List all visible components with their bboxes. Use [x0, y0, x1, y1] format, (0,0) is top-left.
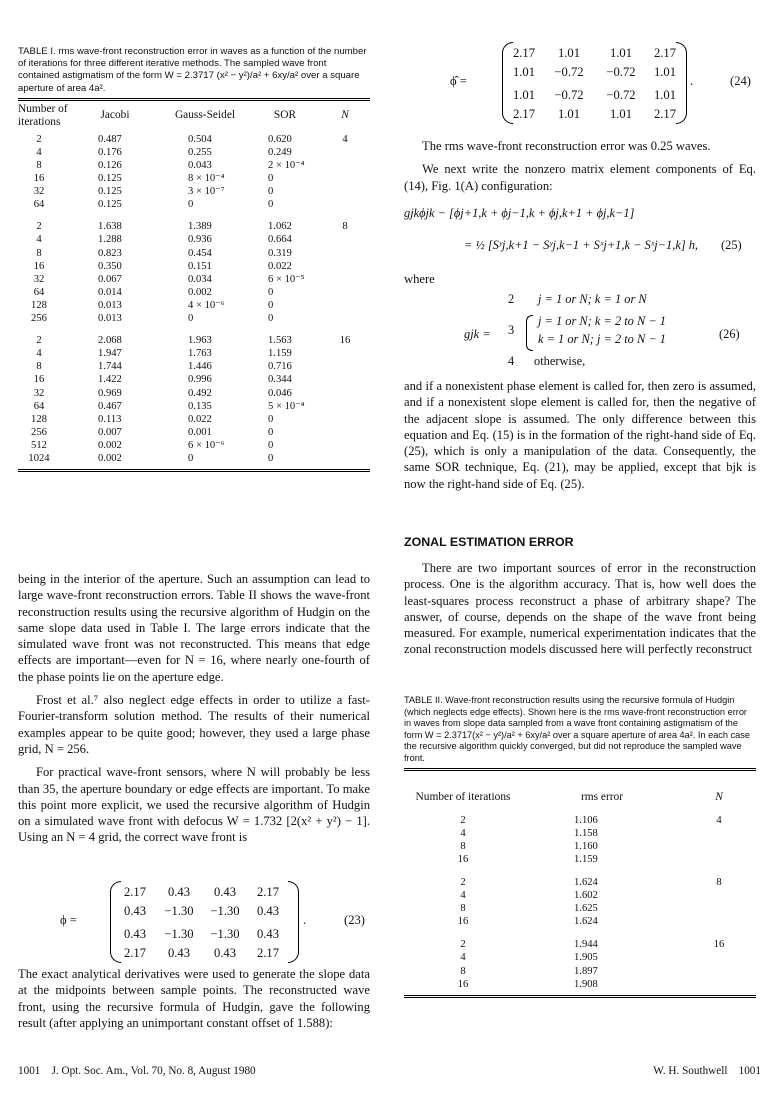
table-cell — [320, 273, 370, 286]
table-cell — [320, 286, 370, 299]
table-cell — [320, 426, 370, 439]
table-cell — [320, 247, 370, 260]
paragraph: The exact analytical derivatives were used to generate the slope data at the midpoints between sample points. The reconstructed wave front, using the recursive formula of Hudgin, gave the following result (after applying an unimportant constant offset of 1.588): — [18, 967, 370, 1030]
table-cell: 0.125 — [98, 199, 122, 211]
table-cell: 0.125 — [98, 173, 122, 185]
matrix-entry: −1.30 — [164, 904, 194, 918]
table-cell — [682, 902, 756, 915]
table-row — [18, 146, 370, 159]
table-cell: 0.001 — [188, 426, 212, 438]
equation-lhs: ϕ = — [60, 913, 77, 927]
table-cell: 0.034 — [188, 273, 212, 285]
equation-number: (25) — [721, 238, 742, 252]
matrix-entry: 2.17 — [512, 107, 536, 121]
matrix-entry: 0.43 — [213, 885, 237, 899]
table-cell: 0 — [268, 286, 274, 298]
table-row — [404, 978, 756, 991]
table-cell — [320, 233, 370, 246]
group-spacer — [18, 325, 370, 334]
matrix-entry: 0.43 — [213, 946, 237, 960]
footer-left: 1001 J. Opt. Soc. Am., Vol. 70, No. 8, August 1980 — [18, 1065, 256, 1077]
table-cell: 0.823 — [98, 247, 122, 259]
table-cell: 0 — [188, 452, 194, 464]
table-row — [404, 938, 756, 951]
table-row — [18, 133, 370, 146]
table-cell: 1.602 — [574, 890, 598, 902]
table-cell: 6 × 10⁻⁵ — [268, 273, 305, 285]
table-cell: 0.126 — [98, 160, 122, 171]
table-cell: 64 — [33, 286, 45, 298]
table-row — [18, 299, 370, 312]
table-cell — [682, 889, 756, 902]
table-cell: 8 — [716, 876, 722, 888]
right-paren — [676, 42, 687, 124]
left-body-text — [18, 571, 370, 853]
table-cell: 0.151 — [188, 260, 212, 272]
table-row — [18, 360, 370, 373]
table-cell: 64 — [33, 199, 45, 211]
column-header: SOR — [273, 109, 297, 122]
table-row — [404, 840, 756, 853]
case-value: 4 — [508, 354, 515, 368]
table-cell: 1.624 — [574, 916, 598, 928]
table-cell — [320, 387, 370, 400]
table-cell: 1.288 — [98, 234, 122, 246]
table-cell: 32 — [33, 273, 45, 285]
table-cell — [320, 146, 370, 159]
equation-number: (24) — [730, 74, 751, 88]
column-header: Number of iterations — [415, 790, 511, 803]
table-row — [404, 814, 756, 827]
right-body-text — [404, 138, 756, 201]
table-cell: 1.422 — [98, 374, 122, 386]
matrix-entry: 0.43 — [167, 885, 191, 899]
table-cell: 5 × 10⁻⁴ — [268, 400, 305, 412]
case-value: 3 — [508, 323, 515, 337]
table-cell: 0.135 — [188, 400, 212, 412]
table-row — [18, 426, 370, 439]
table-row — [18, 439, 370, 452]
table-2-grid — [404, 789, 756, 991]
table-cell: 6 × 10⁻⁶ — [188, 439, 225, 451]
table-cell: 1.638 — [98, 221, 122, 233]
case-condition: j = 1 or N; k = 1 or N — [538, 292, 647, 306]
table-cell: 0 — [268, 313, 274, 325]
table-cell: 2.068 — [98, 335, 122, 347]
table-cell — [320, 373, 370, 386]
equation-25-line-1: gjkϕjk − [ϕj+1,k + ϕj−1,k + ϕj,k+1 + ϕj,k−1] — [404, 206, 635, 220]
matrix-entry: 1.01 — [512, 65, 536, 79]
matrix-entry: 1.01 — [609, 46, 633, 60]
table-row — [18, 273, 370, 286]
table-cell: 256 — [31, 313, 47, 325]
table-cell: 0.492 — [188, 387, 212, 399]
table-cell: 8 × 10⁻⁴ — [188, 173, 225, 185]
table-cell: 1.625 — [574, 903, 598, 915]
table-cell — [682, 978, 756, 991]
table-row — [18, 159, 370, 172]
table-cell: 3 × 10⁻⁷ — [188, 186, 225, 198]
table-cell: 128 — [31, 413, 47, 425]
table-cell: 1.963 — [188, 335, 212, 347]
table-cell: 4 — [342, 133, 348, 145]
table-cell: 0.125 — [98, 186, 122, 198]
table-cell: 1.947 — [98, 348, 122, 360]
table-cell: 1.744 — [98, 361, 122, 373]
right-body-text-2 — [404, 378, 756, 499]
table-cell: 2 — [36, 335, 42, 347]
matrix-entry: 0.43 — [123, 904, 147, 918]
table-row — [404, 951, 756, 964]
table-row — [404, 853, 756, 866]
equation-number: (23) — [344, 913, 365, 927]
table-rule — [18, 469, 370, 472]
table-row — [18, 312, 370, 325]
table-cell: 128 — [31, 299, 47, 311]
matrix-entry: −1.30 — [164, 927, 194, 941]
group-spacer — [404, 866, 756, 876]
matrix-entry: 2.17 — [123, 885, 147, 899]
table-cell — [320, 299, 370, 312]
column-header: rms error — [580, 790, 624, 803]
table-cell: 0 — [268, 173, 274, 185]
right-body-text-3 — [404, 560, 756, 665]
paragraph: and if a nonexistent phase element is called for, then zero is assumed, and if a nonexistent slope element is called for, then the negative of the adjacent slope is assumed. The only difference between this equation and Eq. (15) is in the formation of the right-hand side of Eq. (25), which is only a manipulation of the data. Consequently, the same SOR technique, Eq. (21), may be applied, except that bjk is now the right-hand side of Eq. (25). — [404, 379, 756, 491]
table-row — [18, 334, 370, 347]
table-cell: 0 — [268, 199, 274, 211]
table-cell: 8 — [36, 160, 42, 171]
matrix-24 — [504, 46, 682, 122]
case-condition: otherwise, — [534, 354, 586, 368]
table-cell: 16 — [33, 173, 45, 185]
table-cell: 8 — [36, 361, 42, 373]
table-rule — [404, 995, 756, 998]
column-header: Jacobi — [100, 109, 130, 122]
table-row — [404, 889, 756, 902]
case-condition: j = 1 or N; k = 2 to N − 1 — [538, 314, 666, 328]
table-cell: 0.176 — [98, 146, 122, 158]
table-cell — [682, 965, 756, 978]
matrix-entry: 0.43 — [256, 927, 280, 941]
table-row — [18, 413, 370, 426]
section-heading — [404, 535, 756, 549]
table-cell: 1.624 — [574, 876, 598, 888]
table-row — [404, 965, 756, 978]
table-cell: 16 — [339, 335, 351, 347]
table-row — [18, 233, 370, 246]
table-cell — [320, 185, 370, 198]
table-cell: 0.002 — [98, 452, 122, 464]
table-1 — [18, 46, 370, 472]
table-cell: 4 — [36, 348, 42, 360]
table-cell — [682, 951, 756, 964]
table-cell — [320, 360, 370, 373]
paragraph: being in the interior of the aperture. Such an assumption can lead to large wave-front reconstruction errors. Table II shows the wave-front reconstruction results using the recursive algorithm of Hudgin on the same slope data used in Table I. The large errors indicate that the simulated wave front was not reconstructed. This means that edge effects are important—even for N = 16, where nearly one-fourth of the phase points lie on the aperture edge. — [18, 572, 370, 684]
paragraph: Frost et al.⁷ also neglect edge effects in order to utilize a fast-Fourier-transform solution method. The results of their numerical examples appear to be quite good; however, they used a large phase grid, N = 256. — [18, 693, 370, 756]
table-cell: 1.897 — [574, 965, 598, 977]
table-cell: 0.467 — [98, 400, 122, 412]
table-cell: 8 — [460, 965, 466, 977]
table-cell: 8 — [36, 247, 42, 259]
equation-25 — [404, 206, 756, 264]
table-cell: 16 — [713, 939, 725, 951]
table-1-caption: TABLE I. rms wave-front reconstruction error in waves as a function of the number of iterations for three different iterative methods. The sampled wave front contained astigmatism of the form W = 2.3717 (x² − y²)/a² + 6xy/a² over a square aperture of area 4a². — [18, 46, 367, 94]
table-cell: 1024 — [28, 452, 50, 464]
table-2 — [404, 695, 756, 998]
column-header: N — [341, 109, 349, 122]
table-cell: 0 — [268, 426, 274, 438]
table-cell — [320, 198, 370, 211]
matrix-entry: 2.17 — [256, 885, 280, 899]
equation-period: . — [690, 74, 694, 88]
table-row — [18, 220, 370, 233]
equation-26 — [464, 292, 756, 372]
table-row — [404, 902, 756, 915]
table-row — [18, 260, 370, 273]
table-cell: 1.908 — [574, 978, 598, 990]
table-cell: 0.022 — [268, 260, 292, 272]
right-paren — [288, 881, 299, 963]
left-body-text-2 — [18, 966, 370, 1038]
table-2-caption: TABLE II. Wave-front reconstruction results using the recursive formula of Hudgin (which neglects edge effects). Shown here is the rms wave-front reconstruction error in waves from slope data sampled from a wave front containing astigmatism of the form W = 2.3717(x² − y²)/a² + 6xy/a² over a square aperture of area 4a². In each case the recursive algorithm quickly converged, but did not reproduce the sampled wave front. — [404, 695, 750, 763]
table-row — [404, 876, 756, 889]
table-cell — [320, 172, 370, 185]
matrix-entry: 1.01 — [653, 88, 677, 102]
table-cell: 0 — [268, 299, 274, 311]
table-cell: 0.002 — [188, 286, 212, 298]
matrix-entry: 0.43 — [256, 904, 280, 918]
paragraph: The rms wave-front reconstruction error was 0.25 waves. — [422, 139, 711, 153]
matrix-entry: 0.43 — [167, 946, 191, 960]
table-cell: 8 — [460, 840, 466, 852]
equation-number: (26) — [719, 327, 740, 341]
table-cell: 1.944 — [574, 939, 598, 951]
table-cell: 0.022 — [188, 413, 212, 425]
table-cell: 4 — [36, 146, 42, 158]
table-cell: 2 — [36, 133, 42, 145]
matrix-entry: −0.72 — [554, 65, 584, 79]
table-cell: 0.113 — [98, 413, 122, 425]
table-row — [18, 247, 370, 260]
table-row — [18, 373, 370, 386]
table-cell: 8 — [460, 903, 466, 915]
matrix-entry: −1.30 — [210, 927, 240, 941]
table-cell: 1.446 — [188, 361, 212, 373]
table-cell: 0.043 — [188, 160, 212, 171]
table-cell: 4 — [460, 890, 466, 902]
table-cell: 0 — [188, 199, 194, 211]
paragraph: For practical wave-front sensors, where N will probably be less than 35, the aperture boundary or edge effects are important. To make this point more explicit, we used the recursive algorithm of Hudgin on a simulated wave front with defocus W = 1.732 [2(x² + y²) − 1]. Using an N = 4 grid, the correct wave front is — [18, 765, 370, 845]
table-cell: 2 — [460, 939, 466, 951]
table-cell: 4 — [36, 234, 42, 246]
table-cell: 0 — [268, 439, 274, 451]
matrix-entry: 0.43 — [123, 927, 147, 941]
table-cell: 0.007 — [98, 426, 122, 438]
table-cell: 0.249 — [268, 146, 292, 158]
table-cell: 16 — [33, 374, 45, 386]
column-header: Number of iterations — [18, 102, 68, 128]
table-cell: 8 — [342, 221, 348, 233]
table-cell: 1.159 — [268, 348, 292, 360]
matrix-entry: 2.17 — [512, 46, 536, 60]
table-cell — [320, 159, 370, 172]
matrix-entry: 1.01 — [557, 46, 581, 60]
table-row — [18, 172, 370, 185]
table-row — [18, 198, 370, 211]
table-cell: 0.255 — [188, 146, 212, 158]
table-row — [404, 915, 756, 928]
matrix-entry: 1.01 — [609, 107, 633, 121]
table-cell: 0.014 — [98, 286, 122, 298]
table-cell: 1.062 — [268, 221, 292, 233]
table-row — [18, 185, 370, 198]
table-cell: 64 — [33, 400, 45, 412]
matrix-entry: −0.72 — [606, 88, 636, 102]
table-cell: 512 — [31, 439, 47, 451]
table-cell: 0.350 — [98, 260, 122, 272]
matrix-23 — [114, 885, 288, 961]
table-cell: 16 — [457, 978, 469, 990]
table-cell — [682, 827, 756, 840]
table-cell: 0 — [268, 452, 274, 464]
table-cell: 0.504 — [188, 133, 212, 145]
case-condition: k = 1 or N; j = 2 to N − 1 — [538, 332, 666, 346]
table-cell: 32 — [33, 387, 45, 399]
table-cell: 0.620 — [268, 133, 292, 145]
matrix-entry: 1.01 — [653, 65, 677, 79]
table-cell: 0.936 — [188, 234, 212, 246]
matrix-entry: −1.30 — [210, 904, 240, 918]
table-cell: 0.716 — [268, 361, 292, 373]
table-cell: 2 × 10⁻⁴ — [268, 160, 305, 171]
table-cell: 16 — [33, 260, 45, 272]
section-title: ZONAL ESTIMATION ERROR — [404, 535, 574, 549]
equation-24 — [450, 44, 755, 124]
equation-25-line-2: = ½ [Sʸj,k+1 − Sʸj,k−1 + Sˣj+1,k − Sˣj−1,k] h, — [464, 238, 699, 252]
matrix-entry: 1.01 — [512, 88, 536, 102]
table-cell: 4 — [460, 827, 466, 839]
table-cell: 1.905 — [574, 952, 598, 964]
matrix-entry: 2.17 — [653, 107, 677, 121]
case-value: 2 — [508, 292, 515, 306]
table-cell: 4 — [460, 952, 466, 964]
table-row — [404, 827, 756, 840]
table-cell: 32 — [33, 186, 45, 198]
table-cell: 1.159 — [574, 853, 598, 865]
table-cell: 2 — [460, 876, 466, 888]
table-cell: 1.160 — [574, 840, 598, 852]
table-rule — [404, 768, 756, 771]
table-cell: 1.563 — [268, 335, 292, 347]
table-cell: 0.996 — [188, 374, 212, 386]
column-header: Gauss-Seidel — [174, 109, 236, 122]
table-cell: 16 — [457, 853, 469, 865]
table-cell — [320, 452, 370, 465]
table-cell: 0.344 — [268, 374, 292, 386]
footer-right: W. H. Southwell 1001 — [653, 1065, 761, 1077]
matrix-entry: −0.72 — [606, 65, 636, 79]
table-row — [18, 347, 370, 360]
table-cell: 1.158 — [574, 827, 598, 839]
table-cell — [682, 840, 756, 853]
matrix-entry: 2.17 — [123, 946, 147, 960]
column-header: N — [715, 790, 723, 803]
table-cell: 1.763 — [188, 348, 212, 360]
where-label: where — [404, 272, 435, 286]
table-cell: 2 — [460, 814, 466, 826]
table-cell: 0 — [188, 313, 194, 325]
equation-lhs: gjk = — [464, 327, 491, 341]
table-cell — [682, 853, 756, 866]
paragraph: We next write the nonzero matrix element components of Eq. (14), Fig. 1(A) configuration: — [404, 162, 756, 193]
matrix-entry: 2.17 — [653, 46, 677, 60]
table-cell: 0 — [268, 413, 274, 425]
group-spacer — [404, 928, 756, 938]
table-cell: 2 — [36, 221, 42, 233]
table-cell: 1.389 — [188, 221, 212, 233]
group-spacer — [18, 211, 370, 220]
matrix-entry: 2.17 — [256, 946, 280, 960]
table-cell: 4 × 10⁻⁶ — [188, 299, 225, 311]
table-cell — [682, 915, 756, 928]
matrix-entry: −0.72 — [554, 88, 584, 102]
table-row — [18, 387, 370, 400]
table-cell: 0.046 — [268, 387, 292, 399]
table-cell: 4 — [716, 814, 722, 826]
table-row — [18, 452, 370, 465]
table-cell — [320, 439, 370, 452]
table-cell: 0.664 — [268, 234, 292, 246]
table-1-grid — [18, 101, 370, 465]
table-cell: 0.002 — [98, 439, 122, 451]
table-cell — [320, 260, 370, 273]
table-cell: 0.013 — [98, 299, 122, 311]
table-row — [18, 286, 370, 299]
matrix-entry: 1.01 — [557, 107, 581, 121]
table-cell: 0 — [268, 186, 274, 198]
table-cell: 16 — [457, 916, 469, 928]
table-cell: 0.487 — [98, 133, 122, 145]
table-cell: 0.319 — [268, 247, 292, 259]
table-cell — [320, 400, 370, 413]
table-cell: 0.454 — [188, 247, 212, 259]
table-cell — [320, 413, 370, 426]
table-cell: 0.013 — [98, 313, 122, 325]
table-cell: 0.969 — [98, 387, 122, 399]
equation-23 — [60, 883, 374, 963]
equation-lhs: ϕ̂ = — [450, 74, 467, 88]
table-cell — [320, 347, 370, 360]
table-cell: 0.067 — [98, 273, 122, 285]
equation-period: . — [303, 913, 307, 927]
table-cell: 1.106 — [574, 814, 598, 826]
brace — [526, 315, 533, 351]
table-cell: 256 — [31, 426, 47, 438]
paragraph: There are two important sources of error in the reconstruction process. One is the algorithm accuracy. That is, how well does the least-squares process reconstruct a phase of arbitrary shape? The answer, of course, depends on the shape of the wave front being measured. For example, numerical experimentation indicates that the zonal reconstruction models discussed here will perfectly reconstruct — [404, 561, 756, 657]
table-cell — [320, 312, 370, 325]
table-row — [18, 400, 370, 413]
